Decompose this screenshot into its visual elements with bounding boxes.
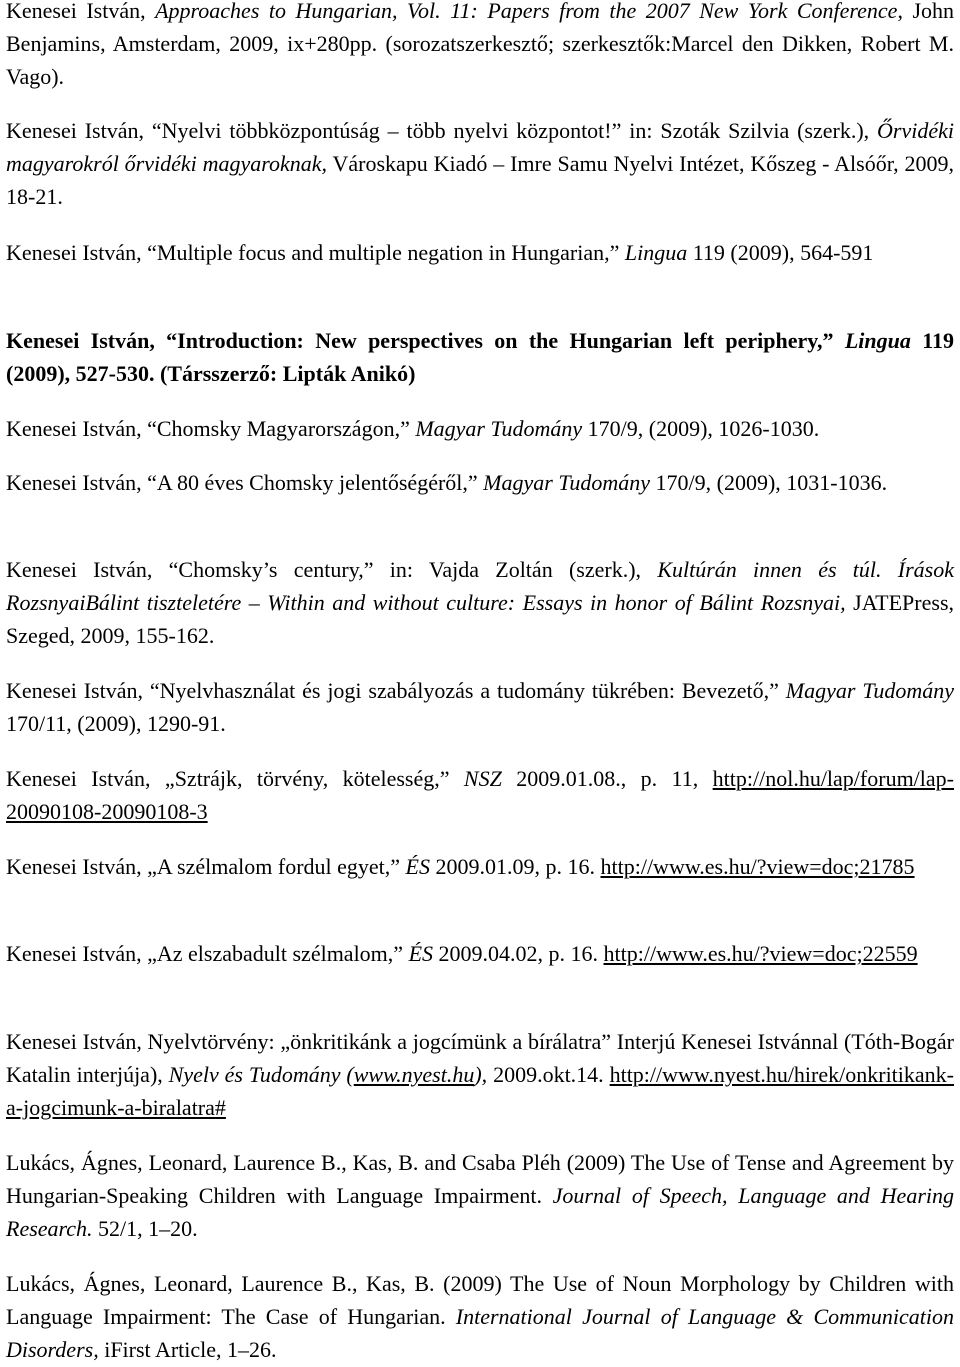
reference-italic-text: Kultúrán innen és túl. Írások RozsnyaiBálint tiszteletére – Within and without culture: Essays in honor of Bálint Rozsnyai, — [6, 557, 955, 615]
reference-italic-text: ), — [474, 1062, 488, 1087]
reference-entry — [6, 466, 954, 499]
reference-text: Kenesei István, — [6, 0, 156, 23]
reference-text: , John Benjamins, Amsterdam, 2009, ix+280pp. (sorozatszerkesztő; szerkesztők:Marcel den Dikken, Robert M. Vago). — [6, 0, 955, 89]
reference-text: Kenesei István, “Chomsky Magyarországon,” — [6, 416, 416, 441]
reference-text: 2009.01.09, p. 16. — [430, 854, 601, 879]
reference-text: Kenesei István, “Nyelvhasználat és jogi szabályozás a tudomány tükrében: Bevezető,” — [6, 678, 786, 703]
reference-italic-text: ÉS — [408, 941, 434, 966]
reference-text: iFirst Article, 1–26. — [98, 1337, 277, 1362]
reference-italic-text: Approaches to Hungarian, Vol. 11: Papers from the 2007 New York Conference — [155, 0, 898, 23]
reference-entry — [6, 674, 954, 740]
reference-entry — [6, 0, 954, 93]
reference-text: Kenesei István, “Nyelvi többközpontúság – több nyelvi központot!” in: Szoták Szilvia (szerk.), — [6, 118, 878, 143]
reference-italic-text: Lingua — [624, 240, 688, 265]
reference-bold-text: Kenesei István, “Introduction: New perspectives on the Hungarian left periphery,” — [6, 328, 845, 353]
reference-italic-text: Journal of Speech, Language and Hearing Research. — [6, 1183, 954, 1241]
reference-italic-text: International Journal of Language & Communication Disorders, — [6, 1304, 954, 1362]
reference-text: 2009.01.08., p. 11, — [501, 766, 713, 791]
reference-entry — [6, 1267, 954, 1366]
reference-text: 52/1, 1–20. — [92, 1216, 198, 1241]
reference-text: JATEPress, Szeged, 2009, 155-162. — [6, 590, 954, 648]
reference-italic-text: Magyar Tudomány — [415, 416, 583, 441]
reference-entry — [6, 850, 954, 883]
reference-bold-italic-text: Lingua — [844, 328, 911, 353]
reference-text: 170/9, (2009), 1026-1030. — [582, 416, 820, 441]
reference-entry — [6, 114, 954, 213]
reference-text: 170/9, (2009), 1031-1036. — [650, 470, 888, 495]
reference-entry — [6, 412, 954, 445]
reference-entry — [6, 937, 954, 970]
reference-text: 2009.okt.14. — [487, 1062, 610, 1087]
reference-link[interactable]: http://nol.hu/lap/forum/lap-20090108-20090108-3 — [6, 766, 954, 824]
reference-entry — [6, 1025, 954, 1124]
reference-text: Kenesei István, Nyelvtörvény: „önkritikánk a jogcímünk a bírálatra” Interjú Kenesei Istvánnal (Tóth-Bogár Katalin interjúja), — [6, 1029, 954, 1087]
reference-entry — [6, 1146, 954, 1245]
reference-text: 2009.04.02, p. 16. — [433, 941, 604, 966]
reference-link[interactable]: www.nyest.hu — [353, 1062, 475, 1087]
reference-italic-text: Őrvidéki magyarokról őrvidéki magyaroknak, — [6, 118, 954, 176]
reference-entry — [6, 236, 954, 269]
reference-italic-text: Magyar Tudomány — [483, 470, 650, 495]
reference-link[interactable]: http://www.nyest.hu/hirek/onkritikank-a-jogcimunk-a-biralatra# — [6, 1062, 954, 1120]
reference-text: Lukács, Ágnes, Leonard, Laurence B., Kas, B. (2009) The Use of Noun Morphology by Children with Language Impairment: The Case of Hungarian. — [6, 1271, 954, 1329]
reference-text: 170/11, (2009), 1290-91. — [6, 711, 226, 736]
reference-italic-text: ÉS — [405, 854, 430, 879]
reference-text: Városkapu Kiadó – Imre Samu Nyelvi Intézet, Kőszeg - Alsóőr, 2009, 18-21. — [6, 151, 955, 209]
reference-entry — [6, 762, 954, 828]
reference-bold-text: 119 (2009), 527-530. (Társszerző: Lipták Anikó) — [6, 328, 954, 386]
reference-italic-text: NSZ — [463, 766, 502, 791]
reference-text: 119 (2009), 564-591 — [687, 240, 874, 265]
reference-text: Lukács, Ágnes, Leonard, Laurence B., Kas, B. and Csaba Pléh (2009) The Use of Tense and Agreement by Hungarian-Speaking Children with Language Impairment. — [6, 1150, 954, 1208]
reference-text: Kenesei István, „Az elszabadult szélmalom,” — [6, 941, 409, 966]
reference-italic-text: Nyelv és Tudomány ( — [168, 1062, 354, 1087]
reference-italic-text: Magyar Tudomány — [785, 678, 954, 703]
reference-entry — [6, 553, 954, 652]
reference-text: Kenesei István, “A 80 éves Chomsky jelentőségéről,” — [6, 470, 484, 495]
reference-text: Kenesei István, „Sztrájk, törvény, kötelesség,” — [6, 766, 464, 791]
reference-text: Kenesei István, „A szélmalom fordul egyet,” — [6, 854, 406, 879]
reference-link[interactable]: http://www.es.hu/?view=doc;21785 — [600, 854, 915, 879]
reference-text: Kenesei István, “Multiple focus and multiple negation in Hungarian,” — [6, 240, 625, 265]
reference-link[interactable]: http://www.es.hu/?view=doc;22559 — [603, 941, 918, 966]
reference-entry — [6, 324, 954, 390]
reference-text: Kenesei István, “Chomsky’s century,” in: Vajda Zoltán (szerk.), — [6, 557, 658, 582]
